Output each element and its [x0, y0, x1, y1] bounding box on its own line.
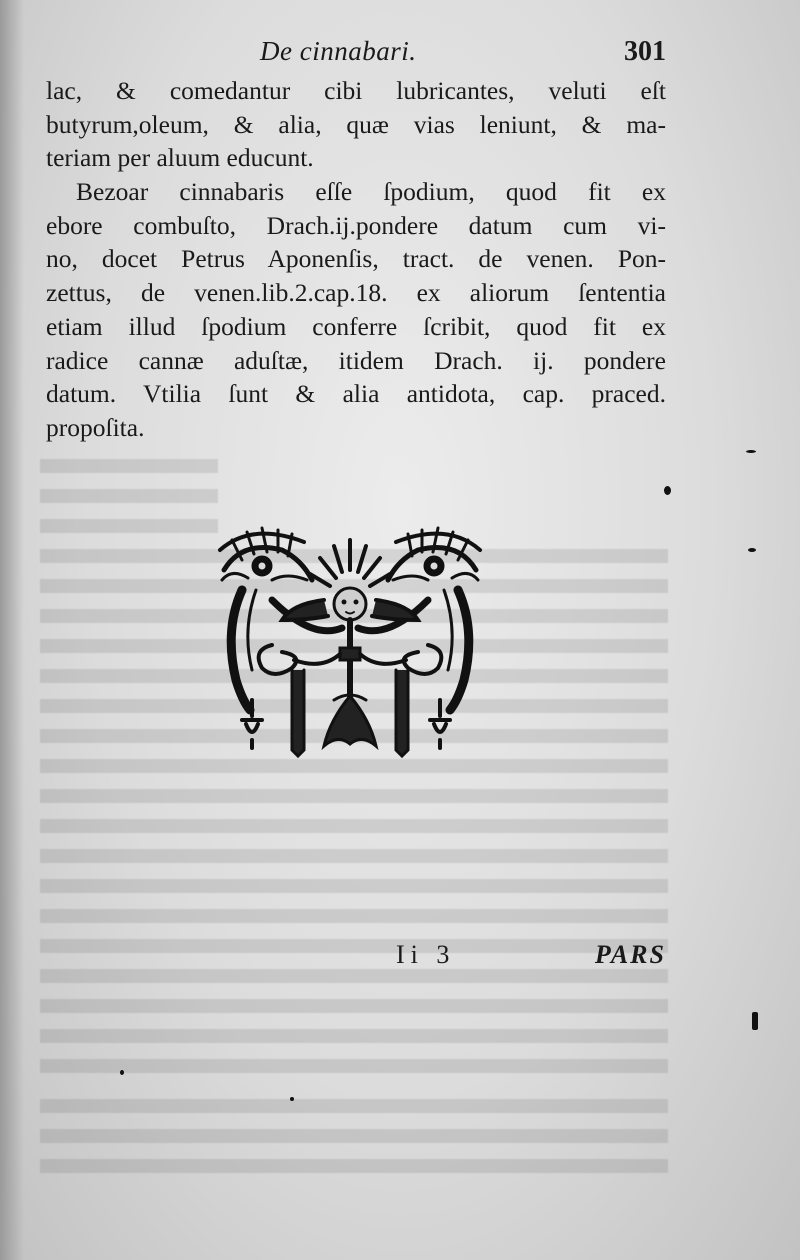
text-line: zettus, de venen.lib.2.cap.18. ex aliorum ſententia: [46, 278, 666, 308]
page-edge-shadow: [0, 0, 24, 1260]
ink-speck: [748, 548, 756, 552]
text-line: propoſita.: [46, 412, 145, 442]
text-line: etiam illud ſpodium conferre ſcribit, quod fit ex: [46, 311, 666, 341]
page-footer: [46, 940, 666, 980]
ink-speck: [120, 1070, 124, 1075]
ink-speck: [746, 450, 756, 453]
tailpiece-ornament: [212, 520, 488, 765]
woodcut-cherub-ornament-icon: [212, 520, 488, 765]
left-foliage-icon: [220, 528, 312, 580]
running-title: De cinnabari.: [260, 36, 417, 66]
ink-speck: [752, 1012, 758, 1030]
ink-speck: [664, 486, 671, 495]
text-line: no, docet Petrus Aponenſis, tract. de venen. Pon-: [46, 244, 666, 274]
right-foliage-icon: [388, 528, 480, 580]
text-line: Bezoar cinnabaris eſſe ſpodium, quod fit ex: [76, 177, 666, 207]
signature-mark: Ii 3: [396, 940, 456, 969]
page-header: [46, 36, 666, 76]
catchword: PARS: [594, 940, 666, 969]
ink-speck: [290, 1097, 294, 1101]
text-line: radice cannæ aduſtæ, itidem Drach. ij. pondere: [46, 345, 666, 375]
text-line: ebore combuſto, Drach.ij.pondere datum cum vi-: [46, 210, 666, 240]
text-line: teriam per aluum educunt.: [46, 143, 314, 173]
text-line: lac, & comedantur cibi lubricantes, veluti eſt: [46, 76, 666, 105]
page-number: 301: [624, 36, 666, 67]
text-line: butyrum,oleum, & alia, quæ vias leniunt, & ma-: [46, 109, 666, 139]
body-text: [46, 74, 666, 445]
text-line: datum. Vtilia ſunt & alia antidota, cap. praced.: [46, 379, 666, 409]
